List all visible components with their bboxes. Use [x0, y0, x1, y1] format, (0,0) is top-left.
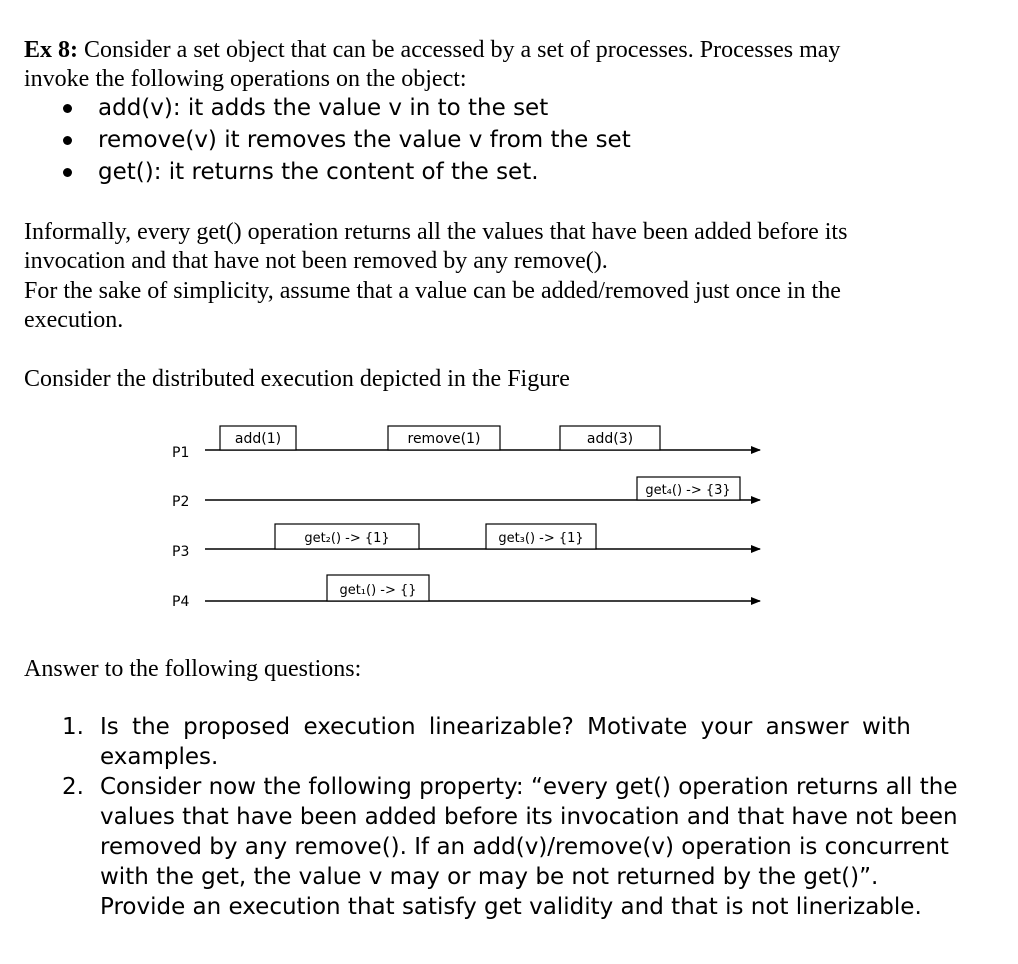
question-2-line3: removed by any remove(). If an add(v)/remove(v) operation is concurrent	[100, 834, 949, 860]
op-label-add1: add(1)	[234, 431, 282, 447]
exercise-label: Ex 8:	[24, 37, 78, 63]
question-number-1: 1.	[62, 714, 84, 740]
process-label-p3: P3	[172, 544, 190, 560]
question-2-line1: Consider now the following property: “every get() operation returns all the	[100, 774, 958, 800]
op-label-get2: get₂() -> {1}	[304, 531, 390, 546]
op-label-get1: get₁() -> {}	[339, 583, 417, 598]
operation-remove: remove(v) it removes the value v from the set	[98, 127, 631, 153]
informal-line2: invocation and that have not been removed by any remove().	[24, 248, 608, 274]
op-label-add3: add(3)	[586, 431, 634, 447]
question-2-line5: Provide an execution that satisfy get validity and that is not linerizable.	[100, 894, 922, 920]
question-number-2: 2.	[62, 774, 84, 800]
question-1-line2: examples.	[100, 744, 219, 770]
process-label-p4: P4	[172, 594, 190, 610]
op-label-get3: get₃() -> {1}	[498, 531, 584, 546]
question-1-line1: Is the proposed execution linearizable? Motivate your answer with	[100, 714, 911, 740]
process-label-p2: P2	[172, 494, 190, 510]
informal-line3: For the sake of simplicity, assume that a value can be added/removed just once in the	[24, 278, 841, 304]
exercise-intro-line2: invoke the following operations on the object:	[24, 66, 467, 92]
informal-line1: Informally, every get() operation returns all the values that have been added before its	[24, 219, 848, 245]
op-label-remove1: remove(1)	[407, 431, 481, 447]
question-2-line2: values that have been added before its invocation and that have not been	[100, 804, 958, 830]
operation-add: add(v): it adds the value v in to the set	[98, 95, 549, 121]
figure-intro: Consider the distributed execution depicted in the Figure	[24, 366, 570, 392]
process-label-p1: P1	[172, 445, 190, 461]
questions-intro: Answer to the following questions:	[24, 656, 362, 682]
informal-line4: execution.	[24, 307, 124, 333]
question-2-line4: with the get, the value v may or may be not returned by the get()”.	[100, 864, 879, 890]
operation-get: get(): it returns the content of the set.	[98, 159, 539, 185]
op-label-get4: get₄() -> {3}	[645, 483, 731, 498]
exercise-intro-text: Consider a set object that can be accessed by a set of processes. Processes may	[84, 37, 841, 63]
